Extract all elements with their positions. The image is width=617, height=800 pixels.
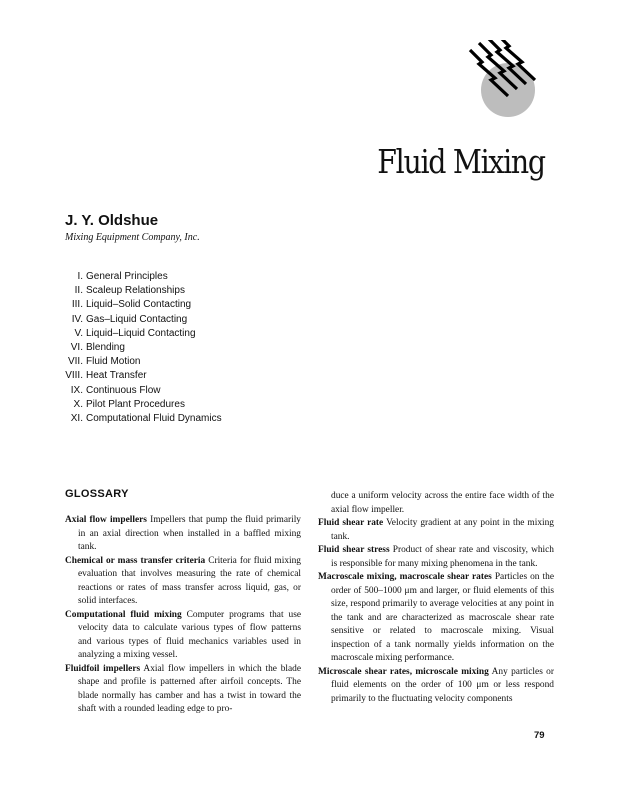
glossary-definition: Impellers that pump the fluid primarily in an axial direction when installed in a baffled mixing tank. xyxy=(78,515,301,552)
toc-number: I. xyxy=(77,271,83,282)
toc-item xyxy=(56,327,222,341)
glossary-term: Microscale shear rates, microscale mixing xyxy=(318,666,489,677)
glossary-definition: Product of shear rate and viscosity, which is responsible for many mixing phenomena in the tank. xyxy=(331,545,554,569)
glossary-entry xyxy=(65,555,301,609)
glossary-continuation: duce a uniform velocity across the entire face width of the axial flow impeller. xyxy=(331,491,554,515)
toc-title: Pilot Plant Procedures xyxy=(86,398,185,410)
toc-title: Gas–Liquid Contacting xyxy=(86,313,188,325)
glossary-right-column xyxy=(318,490,554,706)
glossary-term: Fluidfoil impellers xyxy=(65,663,141,674)
glossary-entry xyxy=(318,571,554,666)
toc-number: VII. xyxy=(67,356,83,368)
toc-item xyxy=(56,398,222,412)
glossary-term: Fluid shear rate xyxy=(318,518,384,528)
toc-item xyxy=(56,270,222,284)
glossary-term: Fluid shear stress xyxy=(318,545,390,555)
toc-item xyxy=(56,369,222,383)
glossary-term: Computational fluid mixing xyxy=(65,609,182,620)
toc-number: IV. xyxy=(71,313,83,325)
glossary-definition: Computer programs that use velocity data to calculate various types of flow patterns and various types of fluid mechanics variables used in analyzing a mixing vessel. xyxy=(78,609,301,660)
toc-item xyxy=(56,284,222,298)
toc-number: III. xyxy=(71,299,83,311)
glossary-definition: Particles on the order of 500–1000 μm and larger, or fluid elements of this size, respond primarily to average velocities at any point in the tank and are characterized as macroscale shear rate sensitive or related to macroscale mixing. Visual inspection of a tank normally yields information on the macroscale mixing performance. xyxy=(331,572,554,663)
author-affiliation: Mixing Equipment Company, Inc. xyxy=(65,232,200,243)
glossary-entry xyxy=(65,514,301,555)
glossary-definition: Any particles or fluid elements on the order of 100 μm or less respond primarily to the fluctuating velocity components xyxy=(331,666,554,704)
glossary-entry xyxy=(65,609,301,663)
toc-number: X. xyxy=(73,398,83,410)
glossary-definition: Criteria for fluid mixing evaluation that involves measuring the rate of chemical reactions or rates of mass transfer across liquid, gas, or solid interfaces. xyxy=(78,555,301,606)
toc-item xyxy=(56,355,222,369)
toc-title: General Principles xyxy=(86,271,168,282)
toc-title: Blending xyxy=(86,342,125,354)
toc-item xyxy=(56,384,222,398)
glossary-definition: Velocity gradient at any point in the mixing tank. xyxy=(331,518,554,542)
toc-title: Continuous Flow xyxy=(86,384,161,396)
author-name: J. Y. Oldshue xyxy=(65,212,159,229)
toc-title: Scaleup Relationships xyxy=(86,285,185,297)
toc-number: IX. xyxy=(70,384,83,396)
toc-title: Fluid Motion xyxy=(86,356,141,368)
glossary-definition: Axial flow impellers in which the blade shape and profile is patterned after airfoil concepts. The blade normally has camber and has a twist in toward the shaft with a rounded leading edge to pro- xyxy=(78,663,302,714)
toc-number: VIII. xyxy=(65,370,83,382)
toc-item xyxy=(56,341,222,355)
page-number: 79 xyxy=(534,730,545,741)
toc-title: Liquid–Solid Contacting xyxy=(86,299,192,311)
glossary-term: Macroscale mixing, macroscale shear rates xyxy=(318,572,492,582)
glossary-heading: GLOSSARY xyxy=(65,488,129,500)
toc-item xyxy=(56,412,222,426)
toc-number: VI. xyxy=(70,342,83,354)
toc-number: II. xyxy=(74,285,83,297)
toc-title: Heat Transfer xyxy=(86,370,147,382)
toc-item xyxy=(56,313,222,327)
glossary-entry xyxy=(65,663,301,717)
glossary-term: Chemical or mass transfer criteria xyxy=(65,555,206,566)
glossary-entry xyxy=(318,517,554,544)
glossary-left-column xyxy=(65,514,301,717)
toc-number: XI. xyxy=(70,413,83,425)
chapter-title: Fluid Mixing xyxy=(377,142,545,181)
table-of-contents xyxy=(56,270,222,426)
toc-title: Liquid–Liquid Contacting xyxy=(86,327,196,339)
glossary-entry xyxy=(318,666,554,707)
toc-number: V. xyxy=(74,327,83,339)
glossary-term: Axial flow impellers xyxy=(65,515,147,525)
glossary-entry xyxy=(318,544,554,571)
toc-item xyxy=(56,298,222,312)
toc-title: Computational Fluid Dynamics xyxy=(86,413,222,425)
lightning-logo-icon xyxy=(462,40,544,122)
